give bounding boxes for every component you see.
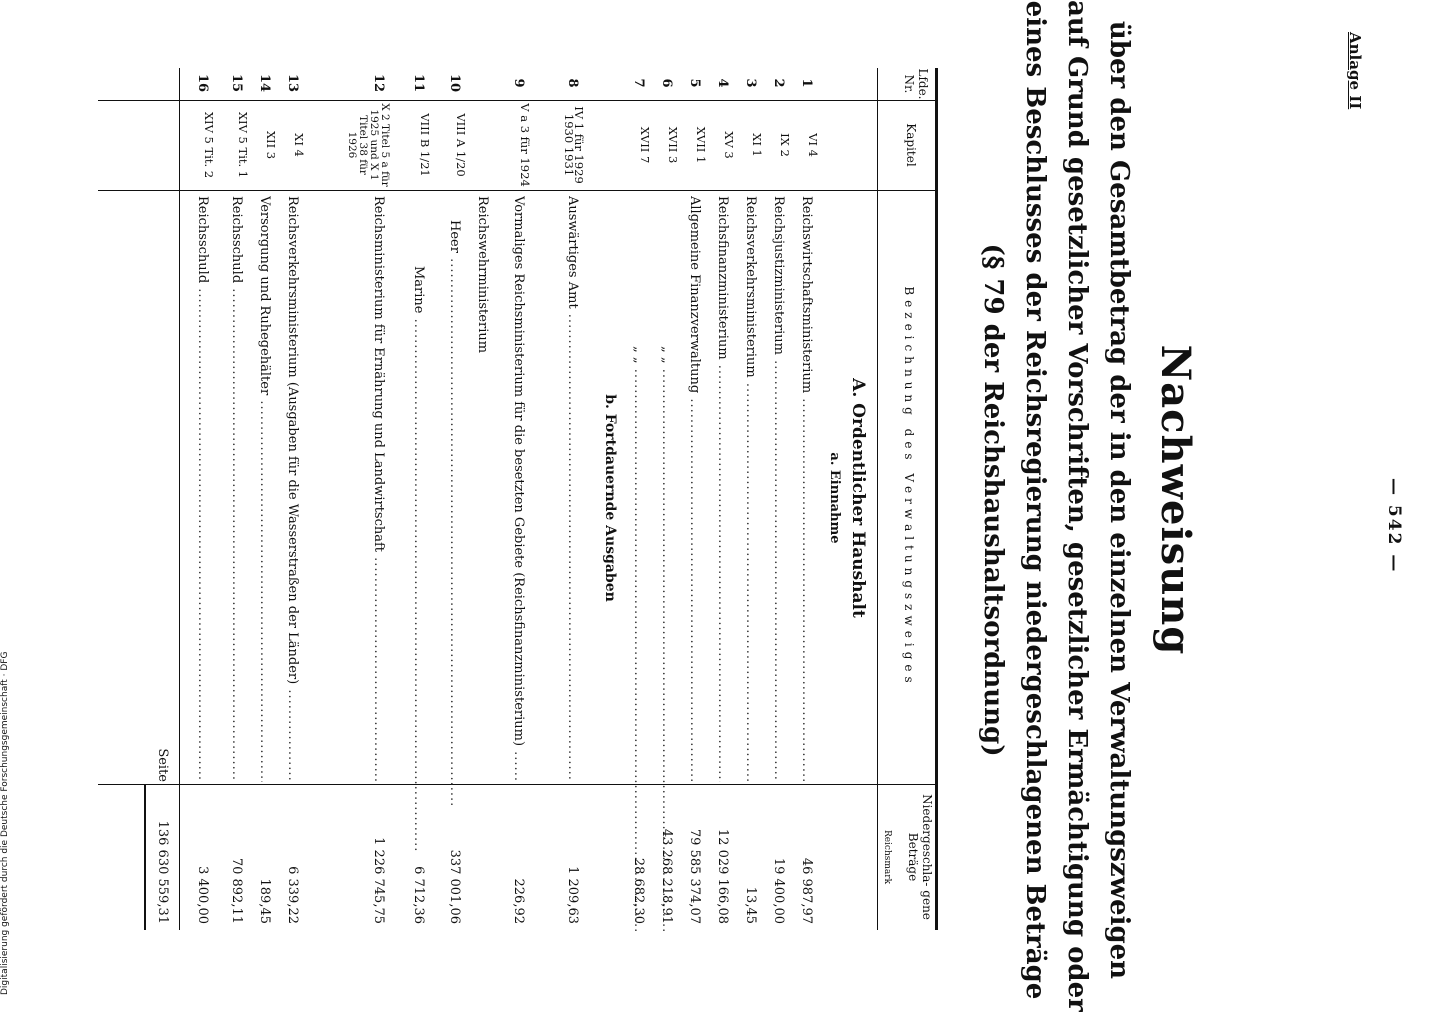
row-betrag: 12 029 166,08 [715, 828, 730, 924]
total-underline [144, 784, 146, 930]
row-kapitel: XII 3 [264, 130, 278, 160]
row-betrag: 28 682,30 [631, 857, 646, 924]
table-row [218, 68, 250, 930]
row-nr: 2 [771, 78, 786, 88]
row-betrag: 337 001,06 [447, 849, 462, 924]
header-bezeichnung: Bezeichnung des Verwaltungszweiges [902, 286, 916, 688]
table-row [650, 68, 680, 930]
row-nr: 16 [195, 73, 210, 93]
row-betrag: 43 268 218,91 [659, 828, 674, 924]
annex-label: Anlage II [1346, 32, 1364, 110]
row-bezeichnung: Reichswirtschaftsministerium ..... [799, 196, 814, 782]
row-nr: 10 [447, 73, 462, 93]
summary-table [98, 68, 938, 930]
sum-rule [179, 68, 180, 930]
row-bezeichnung: Auswärtiges Amt ..... [565, 196, 580, 782]
row-betrag: 70 892,11 [229, 857, 244, 924]
row-bezeichnung: Reichswehrministerium [475, 196, 490, 354]
row-bezeichnung: Reichsverkehrsministerium (Ausgaben für die Wasserstraßen der Länder) ..... [285, 196, 300, 782]
section-ordentlicher-haushalt: A. Ordentlicher Haushalt [848, 378, 868, 618]
row-kapitel: VIII B 1/21 [418, 113, 432, 177]
table-row [706, 68, 736, 930]
row-kapitel: X 2 Titel 5 a für 1925 und X 1 Titel 38 für 1926 [346, 103, 391, 187]
row-kapitel: XVII 7 [638, 126, 652, 164]
header-einheit: Reichsmark [882, 829, 892, 885]
row-betrag: 6 339,22 [285, 866, 300, 924]
subsection-fortdauernde-ausgaben: b. Fortdauernde Ausgaben [602, 394, 618, 602]
row-betrag: 13,45 [743, 886, 758, 924]
row-bezeichnung: Reichsministerium für Ernährung und Landwirtschaft ..... [371, 196, 386, 782]
header-nr: Lfde. Nr. [902, 68, 930, 100]
seite-label: Seite [155, 748, 170, 782]
row-betrag: 3 400,00 [195, 866, 210, 924]
total-betrag: 136 630 559,31 [155, 820, 170, 924]
row-kapitel: XIV 5 Tit. 2 [202, 111, 216, 179]
row-nr: 15 [229, 73, 244, 93]
table-row [536, 68, 586, 930]
row-nr: 5 [687, 78, 702, 88]
row-betrag: 189,45 [257, 878, 272, 924]
row-kapitel: VI 4 [806, 133, 820, 157]
digitization-note: Digitalisierung gefördert durch die Deutsche Forschungsgemeinschaft · DFG [0, 651, 10, 995]
table-row [466, 68, 496, 930]
row-bezeichnung: „ „ ..... [631, 196, 646, 932]
subtitle-line-1: über den Gesamtbetrag der in den einzelnen Verwaltungszweigen [1104, 20, 1134, 980]
table-row [734, 68, 764, 930]
row-kapitel: XVII 3 [666, 126, 680, 164]
row-bezeichnung: Versorgung und Ruhegehälter ..... [257, 196, 272, 782]
subsection-einnahme: a. Einnahme [827, 452, 842, 544]
row-bezeichnung: Heer ..... [447, 196, 462, 806]
row-nr: 7 [631, 78, 646, 88]
header-kapitel: Kapitel [904, 123, 918, 167]
row-nr: 9 [511, 78, 526, 88]
row-bezeichnung: Vormaliges Reichsministerium für die besetzten Gebiete (Reichsfinanzministerium) ..... [511, 196, 526, 782]
row-bezeichnung: Marine ..... [411, 196, 426, 852]
row-kapitel: XV 3 [722, 131, 736, 159]
row-nr: 3 [743, 78, 758, 88]
table-row [762, 68, 792, 930]
row-betrag: 1 226 745,75 [371, 837, 386, 924]
table-row [276, 68, 306, 930]
table-row [496, 68, 532, 930]
row-betrag: 1 209,63 [565, 866, 580, 924]
row-kapitel: IV 1 für 1929 1930 1931 [562, 106, 586, 184]
row-bezeichnung: Reichsjustizministerium ..... [771, 196, 786, 782]
row-kapitel: XIV 5 Tit. 1 [236, 111, 250, 179]
row-betrag: 79 585 374,07 [687, 828, 702, 924]
document-title: Nachweisung [1152, 344, 1199, 656]
row-betrag: 226,92 [511, 878, 526, 924]
table-row [622, 68, 652, 930]
row-betrag: 19 400,00 [771, 857, 786, 924]
table-row [308, 68, 392, 930]
row-nr: 6 [659, 78, 674, 88]
row-bezeichnung: Reichsschuld ..... [229, 196, 244, 782]
row-bezeichnung: „ „ ..... [659, 196, 674, 932]
header-bottom-rule [877, 68, 878, 930]
row-kapitel: IX 2 [778, 133, 792, 157]
row-nr: 11 [411, 73, 426, 93]
row-kapitel: V a 3 für 1924 [518, 103, 532, 187]
row-bezeichnung: Allgemeine Finanzverwaltung ..... [687, 196, 702, 782]
row-kapitel: XVII 1 [694, 126, 708, 164]
row-bezeichnung: Reichsschuld ..... [195, 196, 210, 782]
row-bezeichnung: Reichsverkehrsministerium ..... [743, 196, 758, 782]
row-bezeichnung: Reichsfinanzministerium ..... [715, 196, 730, 782]
table-row [434, 68, 468, 930]
header-betraege: Niedergeschla- gene Beträge [906, 794, 934, 920]
row-betrag: 6 712,36 [411, 866, 426, 924]
row-nr: 14 [257, 73, 272, 93]
row-nr: 4 [715, 78, 730, 88]
table-row [184, 68, 216, 930]
subtitle-line-3: eines Beschlusses der Reichsregierung niedergeschlagenen Beträge [1020, 0, 1050, 1000]
sidenote-strip [0, 0, 14, 1000]
row-nr: 12 [371, 73, 386, 93]
table-row [790, 68, 820, 930]
row-nr: 8 [565, 78, 580, 88]
table-row [398, 68, 432, 930]
subtitle-line-2: auf Grund gesetzlicher Vorschriften, gesetzlicher Ermächtigung oder [1062, 0, 1092, 1012]
page-number: — 542 — [1384, 478, 1404, 574]
row-kapitel: VIII A 1/20 [454, 113, 468, 177]
table-row [248, 68, 278, 930]
row-betrag: 46 987,97 [799, 857, 814, 924]
row-kapitel: XI 1 [750, 133, 764, 157]
row-kapitel: XI 4 [292, 133, 306, 157]
table-top-rule [935, 68, 938, 930]
table-row [678, 68, 708, 930]
row-nr: 1 [799, 78, 814, 88]
subtitle-line-4: (§ 79 der Reichshaushaltsordnung) [978, 243, 1008, 757]
row-nr: 13 [285, 73, 300, 93]
